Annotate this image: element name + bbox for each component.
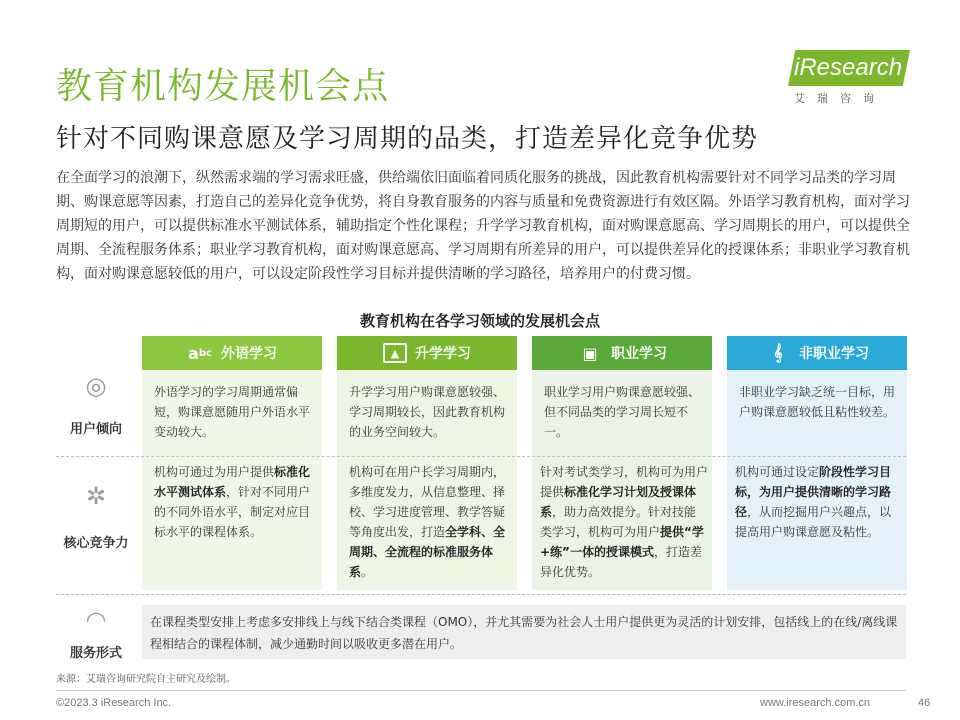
abc-icon: a b c xyxy=(188,343,212,363)
footer-divider xyxy=(56,690,906,691)
row-divider xyxy=(56,594,906,595)
service-box xyxy=(142,605,906,659)
column-header-label: 升学学习 xyxy=(415,346,471,362)
worker-icon: ▣ xyxy=(582,343,598,363)
row-label-user: 用户倾向 xyxy=(69,422,122,437)
school-icon: ▲ xyxy=(383,343,407,363)
cell-core-non-vocational xyxy=(735,462,901,542)
core-text: ，针对不同用户的不同外语水平，制定对应目标水平的课程体系。 xyxy=(154,485,311,539)
iresearch-logo xyxy=(780,48,910,118)
core-text: ，助力高效提分。针对技能类学习，机构可为用户 xyxy=(540,505,697,539)
core-text-bold: 全学科、全周期、全流程的标准服务体系 xyxy=(349,525,506,579)
row-label-service: 服务形式 xyxy=(69,646,122,661)
column-header-vocational xyxy=(532,336,712,370)
footer-copyright: ©2023.3 iResearch Inc. xyxy=(56,697,172,709)
footer-website: www.iresearch.com.cn xyxy=(760,697,871,709)
row-label-core: 核心竞争力 xyxy=(63,536,129,551)
page-subtitle: 针对不同购课意愿及学习周期的品类，打造差异化竞争优势 xyxy=(56,124,759,154)
cell-user-foreign-language: 外语学习的学习周期通常偏短，购课意愿随用户外语水平变动较大。 xyxy=(154,385,311,439)
intro-paragraph: 在全面学习的浪潮下，纵然需求端的学习需求旺盛，供给端依旧面临着同质化服务的挑战，因此教育机构需要针对不同学习品类的学习周期、购课意愿等因素，打造自己的差异化竞争优势，将自身教育服务的内容与质量和免费资源进行有效区隔。外语学习教育机构，面对学习周期短的用户，可以提供标准水平测试体系，辅助指定个性化课程；升学学习教育机构，面对购课意愿高、学习周期长的用户，可以提供全周期、全流程服务体系；职业学习教育机构，面对购课意愿高、学习周期有所差异的用户，可以提供差异化的授课体系；非职业学习教育机构，面对购课意愿较低的用户，可以设定阶段性学习目标并提供清晰的学习路径，培养用户的付费习惯。 xyxy=(56,170,910,282)
logo-cn: 艾瑞咨询 xyxy=(794,92,886,105)
cell-user-vocational: 职业学习用户购课意愿较强、但不同品类的学习周长短不一。 xyxy=(544,385,701,439)
wifi-icon: ◠ xyxy=(85,606,107,634)
column-header-non-vocational xyxy=(727,336,907,370)
cell-core-vocational xyxy=(540,462,708,582)
core-text: 机构可在用户长学习周期内，多维度发力，从信息整理、择校、学习进度管理、教学答疑等角度出发，打造 xyxy=(349,465,506,539)
core-text-bold: 阶段性学习目标，为用户提供清晰的学习路径 xyxy=(735,465,892,519)
column-header-foreign-language xyxy=(142,336,322,370)
logo-brand: iResearch xyxy=(794,54,903,81)
target-icon: ◎ xyxy=(85,372,107,400)
column-header-label: 职业学习 xyxy=(611,346,667,362)
core-text: 针对考试类学习，机构可为用户提供 xyxy=(540,465,709,499)
core-text: ，从而挖掘用户兴趣点，以提高用户购课意愿及粘性。 xyxy=(735,505,892,539)
core-text: 。 xyxy=(361,565,374,579)
cell-core-academic xyxy=(349,462,511,582)
core-text: 机构可通过为用户提供 xyxy=(154,465,275,479)
cell-core-foreign-language xyxy=(154,462,316,542)
core-text-bold: 提供“学+练”一体的授课模式 xyxy=(540,525,704,559)
music-icon: 𝄞 xyxy=(773,343,783,362)
column-header-label: 非职业学习 xyxy=(799,346,869,362)
page-number: 46 xyxy=(918,697,931,709)
row-divider xyxy=(56,456,906,457)
cell-user-academic: 升学学习用户购课意愿较强、学习周期较长，因此教育机构的业务空间较大。 xyxy=(349,385,506,439)
team-icon: ✲ xyxy=(85,482,107,510)
column-header-label: 外语学习 xyxy=(221,346,277,362)
source-note: 来源：艾瑞咨询研究院自主研究及绘制。 xyxy=(56,674,236,685)
column-header-academic xyxy=(337,336,517,370)
core-text-bold: 标准化水平测试体系 xyxy=(154,465,311,499)
page-title: 教育机构发展机会点 xyxy=(56,66,390,107)
core-text-bold: 标准化学习计划及授课体系 xyxy=(540,485,697,519)
core-text: 机构可通过设定 xyxy=(735,465,820,479)
service-text: 在课程类型安排上考虑多安排线上与线下结合类课程（OMO），并尤其需要为社会人士用户提供更为灵活的计划安排，包括线上的在线/离线课程相结合的课程体制，减少通勤时间以吸收更多潜在用户。 xyxy=(150,615,898,651)
core-text: ，打造差异化优势。 xyxy=(540,545,702,579)
cell-user-non-vocational: 非职业学习缺乏统一目标，用户购课意愿较低且粘性较差。 xyxy=(739,385,896,419)
table-title: 教育机构在各学习领域的发展机会点 xyxy=(359,312,600,330)
